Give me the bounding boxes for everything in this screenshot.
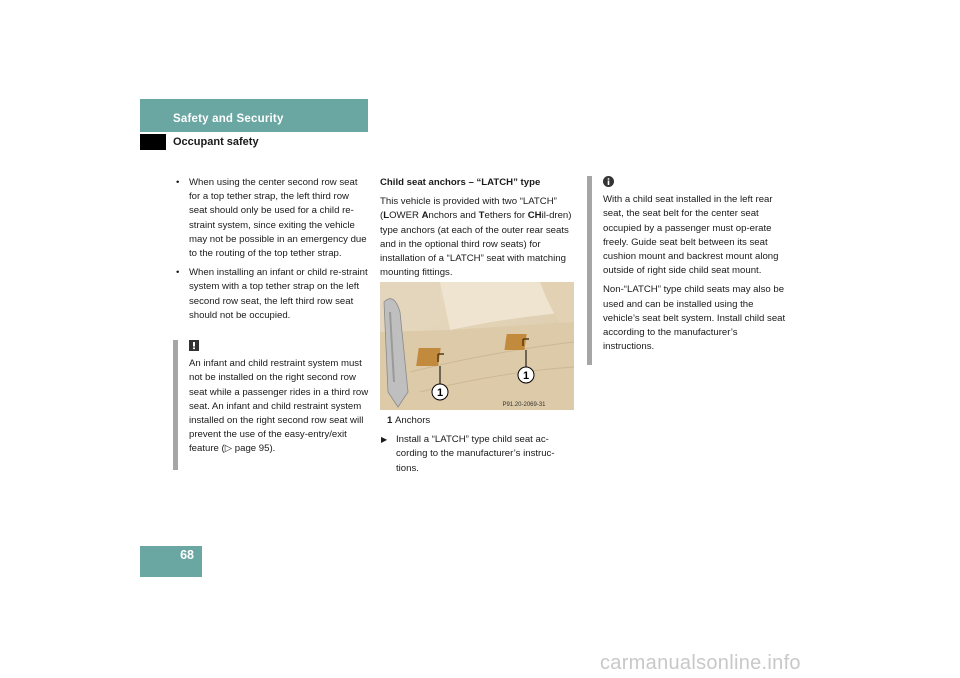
middle-column — [380, 176, 576, 285]
instruction-step: ▶ Install a “LATCH” type child seat ac-cording to the manufacturer’s instruc-tions. — [381, 434, 555, 474]
bullet-icon: • — [176, 267, 180, 279]
warning-text: An infant and child restraint system must not be installed on the right second row seat while a passenger rides in a third row seat. An infant and child restraint system installed on the right second row seat will prevent the use of the easy-entry/exit feature — [189, 358, 369, 455]
subsection-title: Occupant safety — [173, 136, 259, 148]
warning-note — [173, 340, 369, 470]
callout-number: 1 — [436, 387, 444, 399]
info-paragraph: With a child seat installed in the left rear seat, the seat belt for the center seat occupied by a passenger must op-erate freely. Guide seat belt between its seat cushion mount and backrest mount along outside of right side child seat mount. — [603, 194, 779, 277]
callout-number: 1 — [522, 370, 530, 382]
watermark: carmanualsonline.info — [600, 652, 801, 674]
figure-legend-and-steps — [380, 414, 576, 481]
section-heading: Child seat anchors – “LATCH” type — [380, 177, 541, 188]
left-column — [173, 176, 369, 328]
bullet-icon: • — [176, 177, 180, 188]
figure-legend: 1 Anchors — [387, 415, 431, 426]
info-note — [587, 176, 789, 365]
subsection-marker — [140, 134, 166, 150]
info-paragraph: Non-“LATCH” type child seats may also be used and can be installed using the vehicle’s seat belt system. Install child seat according to the manufacturer’s instructions. — [603, 284, 786, 353]
page-reference-link[interactable]: (▷ page 95). — [221, 443, 276, 455]
section-title: Safety and Security — [173, 113, 284, 125]
list-item: • When using the center second row seat for a top tether strap, the left third row seat should only be used for a child re-straint system, since exiting the vehicle may not be possible in an emergency due to the routing of the top tether strap. — [176, 177, 367, 260]
list-item: • When installing an infant or child re-straint system with a top tether strap on the left second row seat, the left third row seat should not be occupied. — [176, 267, 368, 321]
info-icon — [603, 176, 789, 192]
intro-paragraph: This vehicle is provided with two “LATCH” (LOWER Anchors and Tethers for CHil-dren) type anchors (at each of the outer rear seats and in the optional third row seats) for installation of a “LATCH” seat with matching mounting fittings. — [380, 196, 572, 279]
figure-code: P91.20-2069-31 — [502, 402, 546, 408]
anchor-figure — [380, 282, 574, 410]
page-number: 68 — [180, 548, 194, 562]
exclamation-icon — [189, 340, 369, 356]
arrow-icon: ▶ — [381, 435, 388, 445]
